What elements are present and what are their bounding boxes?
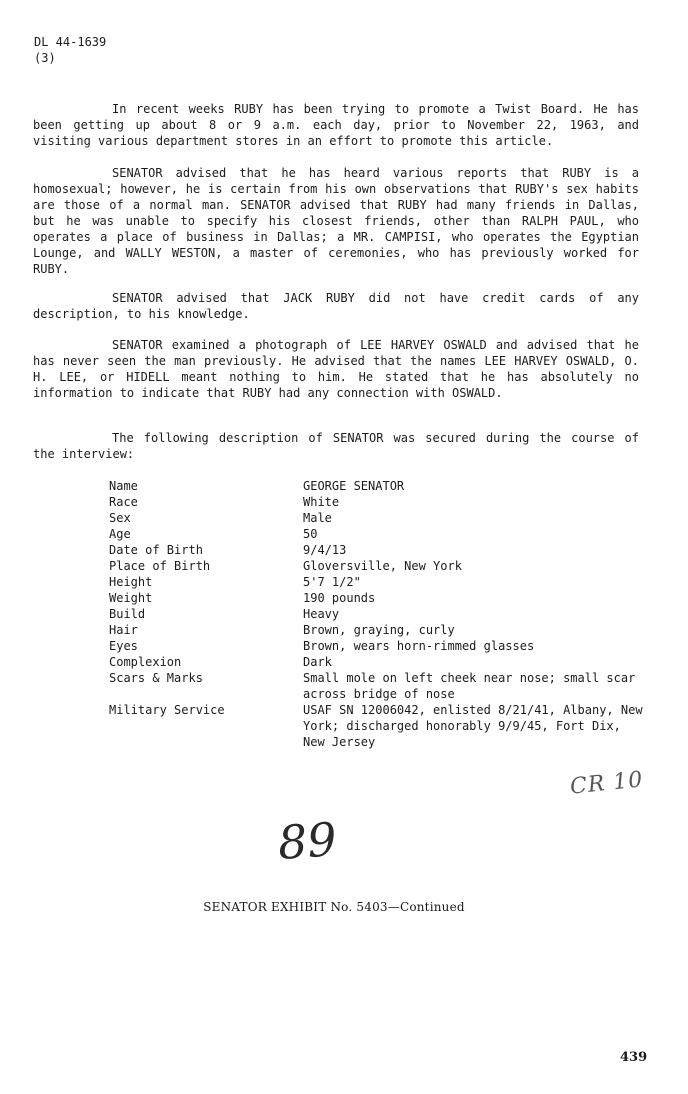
page-marker: (3) xyxy=(34,51,56,65)
description-label: Name xyxy=(109,479,138,493)
description-value: Heavy xyxy=(303,607,340,621)
handwritten-page-number: 89 xyxy=(276,812,339,870)
description-row xyxy=(109,542,649,558)
file-number: DL 44-1639 xyxy=(34,35,107,49)
description-label: Complexion xyxy=(109,655,182,669)
file-header xyxy=(34,34,234,66)
description-label: Weight xyxy=(109,591,153,605)
paragraph-credit-cards: SENATOR advised that JACK RUBY did not have credit cards of any description, to his knowledge. xyxy=(33,291,639,321)
description-label: Hair xyxy=(109,623,138,637)
description-value: Dark xyxy=(303,655,332,669)
description-row xyxy=(109,606,649,622)
description-label: Scars & Marks xyxy=(109,671,203,685)
description-row xyxy=(109,670,649,702)
description-row xyxy=(109,478,649,494)
description-value: 5'7 1/2" xyxy=(303,575,361,589)
description-value: White xyxy=(303,495,340,509)
description-row xyxy=(109,702,649,750)
description-label: Age xyxy=(109,527,131,541)
paragraph-oswald-photo: SENATOR examined a photograph of LEE HARVEY OSWALD and advised that he has never seen the man previously. He advised that the names LEE HARVEY OSWALD, O. H. LEE, or HIDELL meant nothing to him. He stated that he has absolutely no information to indicate that RUBY had any connection with OSWALD. xyxy=(33,338,639,400)
description-row xyxy=(109,622,649,638)
description-label: Eyes xyxy=(109,639,138,653)
description-value: Male xyxy=(303,511,332,525)
description-label: Build xyxy=(109,607,146,621)
description-label: Height xyxy=(109,575,153,589)
paragraph-description-intro: The following description of SENATOR was secured during the course of the interview: xyxy=(33,431,639,461)
paragraph-twist-board: In recent weeks RUBY has been trying to promote a Twist Board. He has been getting up about 8 or 9 a.m. each day, prior to November 22, 1963, and visiting various department stores in an effort to promote this article. xyxy=(33,102,639,148)
description-value: Brown, graying, curly xyxy=(303,623,455,637)
description-value: Small mole on left cheek near nose; small scar across bridge of nose xyxy=(303,671,636,701)
description-row xyxy=(109,526,649,542)
paragraph-ruby-friends: SENATOR advised that he has heard various reports that RUBY is a homosexual; however, he is certain from his own observations that RUBY's sex habits are those of a normal man. SENATOR advised that RUBY had many friends in Dallas, but he was unable to specify his closest friends, other than RALPH PAUL, who operates a place of business in Dallas; a MR. CAMPISI, who operates the Egyptian Lounge, and WALLY WESTON, a master of ceremonies, who has previously worked for RUBY. xyxy=(33,166,639,276)
description-table xyxy=(109,478,649,750)
description-row xyxy=(109,494,649,510)
description-value: 9/4/13 xyxy=(303,543,347,557)
page-number: 439 xyxy=(620,1050,648,1065)
handwritten-initials: CR 10 xyxy=(568,767,645,800)
description-value: Gloversville, New York xyxy=(303,559,462,573)
description-label: Date of Birth xyxy=(109,543,203,557)
description-label: Military Service xyxy=(109,703,225,717)
description-row xyxy=(109,590,649,606)
description-value: Brown, wears horn-rimmed glasses xyxy=(303,639,535,653)
description-row xyxy=(109,654,649,670)
exhibit-caption: SENATOR EXHIBIT No. 5403—Continued xyxy=(203,900,465,914)
description-value: 50 xyxy=(303,527,318,541)
description-value: USAF SN 12006042, enlisted 8/21/41, Albany, New York; discharged honorably 9/9/45, Fort Dix, New Jersey xyxy=(303,703,643,749)
description-label: Sex xyxy=(109,511,131,525)
description-label: Race xyxy=(109,495,138,509)
description-row xyxy=(109,638,649,654)
description-label: Place of Birth xyxy=(109,559,211,573)
description-row xyxy=(109,574,649,590)
description-value: GEORGE SENATOR xyxy=(303,479,405,493)
description-value: 190 pounds xyxy=(303,591,376,605)
description-row xyxy=(109,510,649,526)
description-row xyxy=(109,558,649,574)
